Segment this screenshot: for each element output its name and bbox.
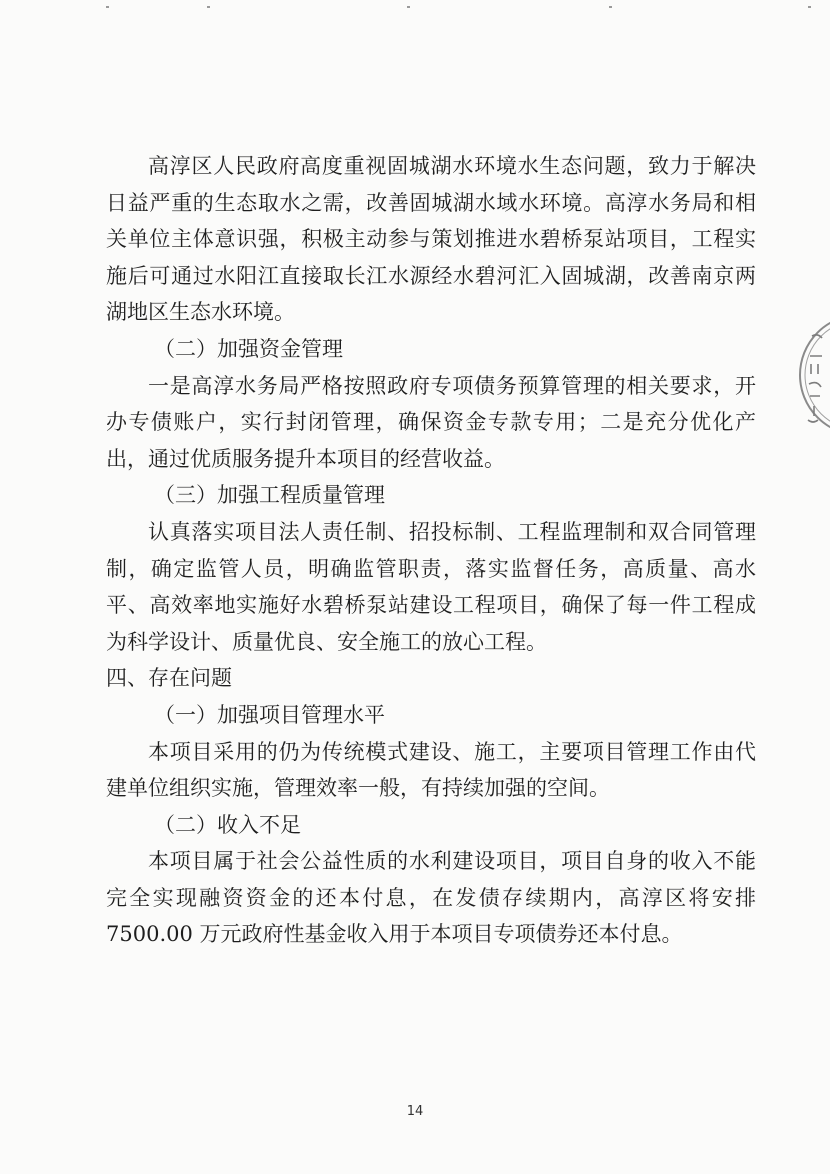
page-number: 14 bbox=[406, 1104, 424, 1119]
paragraph-project-management: 本项目采用的仍为传统模式建设、施工，主要项目管理工作由代建单位组织实施，管理效率一般，有持续加强的空间。 bbox=[106, 739, 756, 801]
heading-insufficient-income: （二）收入不足 bbox=[154, 812, 301, 837]
paragraph-insufficient-income: 本项目属于社会公益性质的水利建设项目，项目自身的收入不能完全实现融资资金的还本付息，在发债存续期内，高淳区将安排7500.00 万元政府性基金收入用于本项目专项债券还本付息。 bbox=[106, 849, 756, 947]
scan-mark bbox=[407, 6, 410, 8]
seal-stamp-fragment bbox=[796, 312, 830, 438]
scan-mark bbox=[207, 6, 210, 8]
scan-mark bbox=[106, 6, 109, 8]
heading-quality-management: （三）加强工程质量管理 bbox=[154, 483, 385, 508]
paragraph-quality-management: 认真落实项目法人责任制、招投标制、工程监理制和双合同管理制，确定监管人员，明确监管职责，落实监督任务，高质量、高水平、高效率地实施好水碧桥泵站建设工程项目，确保了每一件工程成为科学设计、质量优良、安全施工的放心工程。 bbox=[106, 519, 756, 654]
scan-mark bbox=[808, 6, 811, 8]
heading-fund-management: （二）加强资金管理 bbox=[154, 336, 343, 361]
heading-project-management: （一）加强项目管理水平 bbox=[154, 702, 385, 727]
paragraph-ecology: 高淳区人民政府高度重视固城湖水环境水生态问题，致力于解决日益严重的生态取水之需，改善固城湖水域水环境。高淳水务局和相关单位主体意识强，积极主动参与策划推进水碧桥泵站项目，工程实施后可通过水阳江直接取长江水源经水碧河汇入固城湖，改善南京两湖地区生态水环境。 bbox=[106, 154, 756, 325]
document-body bbox=[106, 148, 756, 953]
section-heading-issues: 四、存在问题 bbox=[106, 666, 232, 691]
paragraph-fund-management: 一是高淳水务局严格按照政府专项债务预算管理的相关要求，开办专债账户，实行封闭管理，确保资金专款专用；二是充分优化产出，通过优质服务提升本项目的经营收益。 bbox=[106, 373, 756, 471]
scan-mark bbox=[609, 6, 612, 8]
